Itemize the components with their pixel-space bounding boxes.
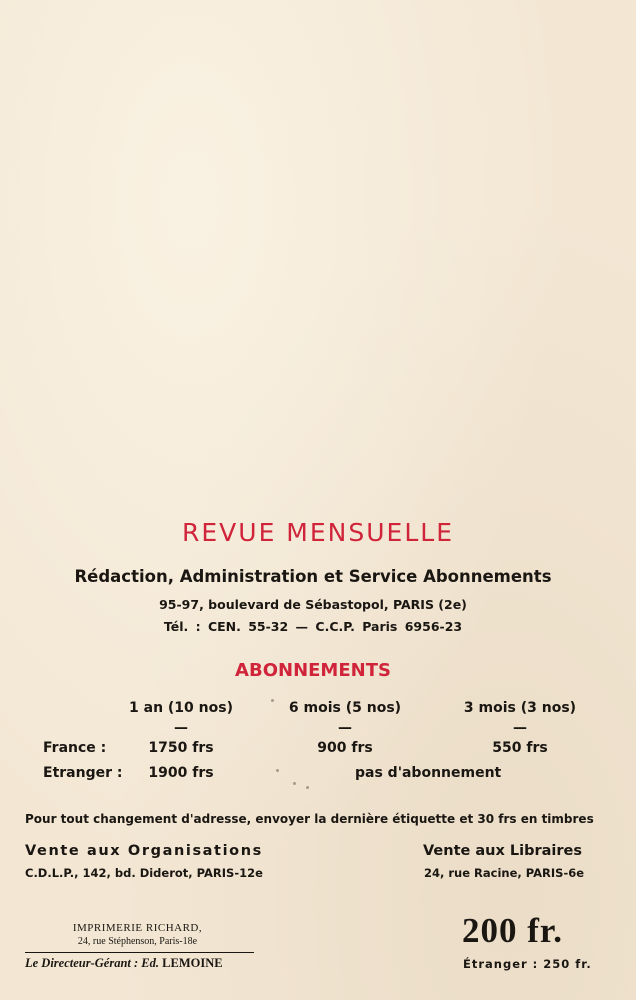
- cover-price: 200 fr.: [462, 911, 563, 950]
- row-label-france: France :: [43, 740, 107, 756]
- director-name: LEMOINE: [162, 956, 223, 970]
- paper-speck: [271, 699, 274, 702]
- director-line: [25, 956, 223, 971]
- column-separator: —: [174, 720, 188, 736]
- printer-address: 24, rue Stéphenson, Paris-18e: [77, 936, 198, 947]
- editorial-contact: Tél. : CEN. 55-32 — C.C.P. Paris 6956-23: [163, 619, 463, 634]
- page-title: REVUE MENSUELLE: [182, 518, 454, 547]
- column-separator: —: [338, 720, 352, 736]
- subscriptions-heading: ABONNEMENTS: [235, 660, 391, 681]
- printer-divider: [25, 952, 254, 953]
- column-header-1-year: 1 an (10 nos): [129, 700, 233, 716]
- organisations-sales-heading: Vente aux Organisations: [25, 843, 263, 859]
- paper-speck: [276, 769, 279, 772]
- libraires-sales-heading: Vente aux Libraires: [423, 843, 583, 859]
- cover-price-foreign: Étranger : 250 fr.: [463, 957, 592, 971]
- address-change-notice: Pour tout changement d'adresse, envoyer la dernière étiquette et 30 frs en timbres: [25, 812, 594, 826]
- price-etranger-1-year: 1900 frs: [148, 765, 214, 781]
- column-header-6-months: 6 mois (5 nos): [288, 700, 402, 716]
- no-subscription-note: pas d'abonnement: [355, 765, 502, 781]
- printer-name: IMPRIMERIE RICHARD,: [72, 922, 203, 934]
- row-label-etranger: Etranger :: [43, 765, 123, 781]
- organisations-sales-address: C.D.L.P., 142, bd. Diderot, PARIS-12e: [25, 866, 263, 880]
- director-label: Le Directeur-Gérant : Ed.: [25, 956, 160, 970]
- price-france-6-months: 900 frs: [317, 740, 373, 756]
- paper-speck: [293, 782, 296, 785]
- editorial-address: 95-97, boulevard de Sébastopol, PARIS (2e): [159, 597, 467, 612]
- price-france-1-year: 1750 frs: [148, 740, 214, 756]
- libraires-sales-address: 24, rue Racine, PARIS-6e: [424, 866, 585, 880]
- editorial-subtitle: Rédaction, Administration et Service Abonnements: [74, 567, 552, 586]
- paper-speck: [306, 786, 309, 789]
- column-separator: —: [513, 720, 527, 736]
- column-header-3-months: 3 mois (3 nos): [463, 700, 577, 716]
- price-france-3-months: 550 frs: [492, 740, 548, 756]
